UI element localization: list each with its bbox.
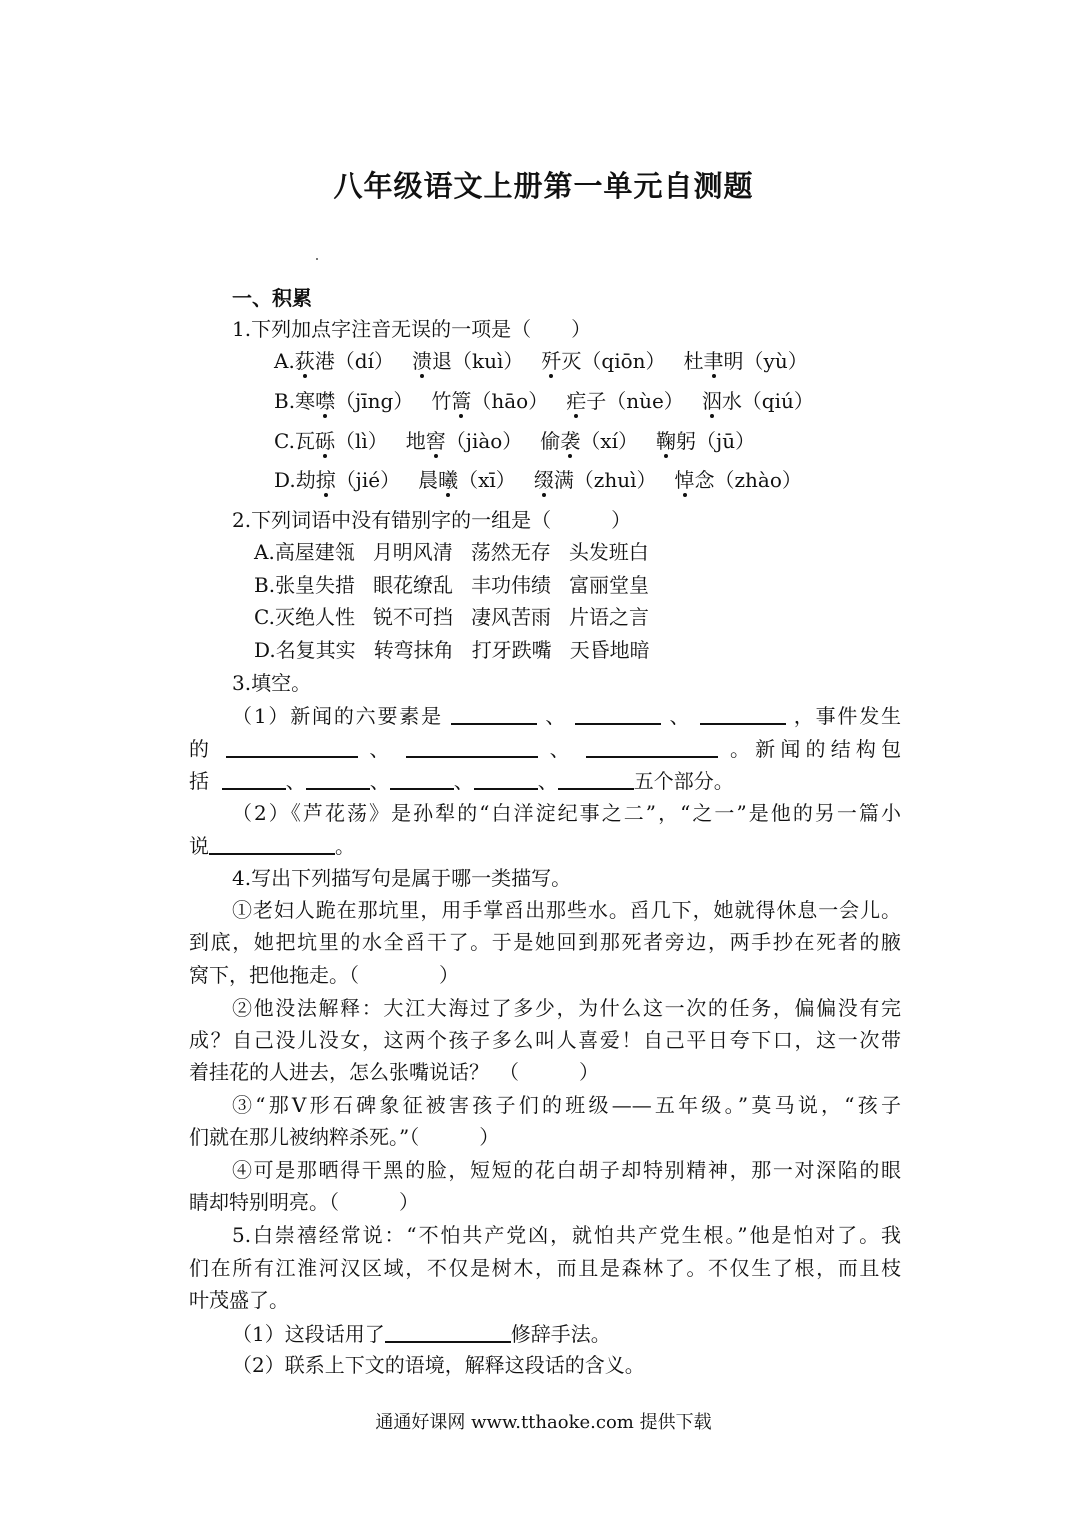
dotted-char: 悼: [674, 468, 695, 492]
scan-speck: [316, 258, 318, 260]
answer-blank[interactable]: [306, 766, 370, 790]
word: 富丽堂皇: [569, 573, 650, 597]
q3-p2-line2: 说 。: [189, 831, 355, 860]
q4-item3-line: ③“那V形石碑象征被害孩子们的班级——五年级。”莫马说，“孩子: [232, 1093, 901, 1117]
q5-text-line: 们在所有江淮河汉区域，不仅是树木，而且是森林了。不仅生了根，而且枝: [189, 1256, 901, 1280]
q3-p2-line1: （2）《芦花荡》是孙犁的“白洋淀纪事之二”，“之一”是他的另一篇小: [232, 801, 901, 825]
pinyin-item: 泅水（qiú）: [701, 389, 814, 413]
word: 打牙跌嘴: [471, 638, 552, 662]
word: 丰功伟绩: [471, 573, 552, 597]
q2-option-c: [254, 603, 649, 631]
q4-item1-line: 到底，她把坑里的水全舀干了。于是她回到那死者旁边，两手抄在死者的腋: [189, 930, 901, 954]
dotted-char: 砾: [314, 429, 335, 453]
dotted-char: 袭: [560, 429, 581, 453]
word: 高屋建瓴: [274, 540, 355, 564]
pinyin-item: 地窖（jiào）: [405, 429, 523, 453]
page-title: 八年级语文上册第一单元自测题: [333, 169, 754, 203]
pinyin-item: 寒噤（jīng）: [295, 389, 414, 413]
q4-item1-line: 窝下，把他拖走。（ ）: [189, 963, 459, 987]
word: 灭绝人性: [274, 605, 355, 629]
option-label: A.: [274, 349, 295, 373]
word: 凄风苦雨: [470, 605, 551, 629]
pinyin-item: 疟子（nùe）: [566, 389, 684, 413]
q1-option-c: [274, 427, 755, 455]
q5-sub1: （1）这段话用了 修辞手法。: [232, 1319, 611, 1348]
answer-blank[interactable]: [226, 734, 358, 758]
q1-option-a: [274, 347, 808, 375]
dotted-char: 荻: [294, 349, 315, 373]
q4-item1-line: ①老妇人跪在那坑里，用手掌舀出那些水。舀几下，她就得休息一会儿。: [232, 898, 901, 922]
dotted-char: 缀: [533, 468, 554, 492]
q3-p1-line3: 括 、 、 、 、 五个部分。: [189, 766, 734, 795]
dotted-char: 掠: [315, 468, 336, 492]
q2-option-a: [254, 538, 649, 566]
option-label: B.: [274, 389, 296, 413]
answer-blank[interactable]: [209, 831, 335, 855]
q4-item4-line: 睛却特别明亮。（ ）: [189, 1190, 419, 1214]
dotted-char: 鞠: [656, 429, 676, 453]
pinyin-item: 荻港（dí）: [294, 349, 395, 373]
q2-stem: 2.下列词语中没有错别字的一组是（ ）: [232, 508, 632, 532]
answer-blank[interactable]: [558, 766, 634, 790]
word: 月明风清: [372, 540, 453, 564]
pinyin-item: 溃退（kuì）: [412, 349, 524, 373]
pinyin-item: 晨曦（xī）: [418, 468, 516, 492]
q5-text-line: 5.白崇禧经常说：“不怕共产党凶，就怕共产党生根。”他是怕对了。我: [232, 1223, 901, 1247]
q4-item3-line: 们就在那儿被纳粹杀死。”（ ）: [189, 1125, 500, 1149]
word: 荡然无存: [470, 540, 551, 564]
dotted-char: 噤: [315, 389, 336, 413]
dotted-char: 溃: [412, 349, 433, 373]
q4-stem: 4.写出下列描写句是属于哪一类描写。: [232, 866, 572, 890]
q5-sub2: （2）联系上下文的语境，解释这段话的含义。: [232, 1353, 645, 1377]
answer-blank[interactable]: [575, 701, 661, 725]
q4-item4-line: ④可是那晒得干黑的脸，短短的花白胡子却特别精神，那一对深陷的眼: [232, 1158, 901, 1182]
word: 头发班白: [568, 540, 649, 564]
pinyin-item: 悼念（zhào）: [674, 468, 802, 492]
option-label: A.: [254, 540, 275, 564]
q3-stem: 3.填空。: [232, 671, 312, 695]
answer-blank[interactable]: [390, 766, 454, 790]
word: 名复其实: [275, 638, 356, 662]
option-label: D.: [254, 638, 276, 662]
pinyin-item: 鞠躬（jū）: [656, 429, 756, 453]
word: 张皇失措: [275, 573, 356, 597]
option-label: C.: [274, 429, 295, 453]
answer-blank[interactable]: [385, 1319, 511, 1343]
pinyin-item: 竹篙（hāo）: [431, 389, 549, 413]
q1-stem: 1.下列加点字注音无误的一项是（ ）: [232, 317, 592, 341]
q1-option-d: [274, 466, 802, 494]
word: 眼花缭乱: [373, 573, 454, 597]
q4-item2-line: 成？自己没儿没女，这两个孩子多么叫人喜爱！自己平日夸下口，这一次带: [189, 1028, 901, 1052]
section-heading: 一、积累: [232, 286, 312, 310]
option-label: C.: [254, 605, 275, 629]
pinyin-item: 杜聿明（yù）: [683, 349, 808, 373]
answer-blank[interactable]: [451, 701, 537, 725]
pinyin-item: 歼灭（qiōn）: [541, 349, 666, 373]
answer-blank[interactable]: [222, 766, 286, 790]
word: 天昏地暗: [569, 638, 650, 662]
pinyin-item: 缀满（zhuì）: [533, 468, 657, 492]
dotted-char: 歼: [541, 349, 562, 373]
pinyin-item: 偷袭（xí）: [540, 429, 638, 453]
pinyin-item: 瓦砾（lì）: [294, 429, 388, 453]
q2-option-d: [254, 636, 650, 664]
dotted-char: 窖: [425, 429, 446, 453]
q4-item2-line: ②他没法解释：大江大海过了多少，为什么这一次的任务，偏偏没有完: [232, 996, 901, 1020]
dotted-char: 曦: [438, 468, 459, 492]
answer-blank[interactable]: [586, 734, 718, 758]
q5-text-line: 叶茂盛了。: [189, 1288, 289, 1312]
q2-option-b: [254, 571, 649, 599]
answer-blank[interactable]: [700, 701, 786, 725]
q1-option-b: [274, 387, 814, 415]
answer-blank[interactable]: [474, 766, 538, 790]
word: 片语之言: [568, 605, 649, 629]
dotted-char: 泅: [701, 389, 722, 413]
option-label: D.: [274, 468, 296, 492]
word: 锐不可挡: [372, 605, 453, 629]
page-footer: 通通好课网 www.tthaoke.com 提供下载: [375, 1412, 712, 1433]
option-label: B.: [254, 573, 276, 597]
answer-blank[interactable]: [406, 734, 538, 758]
q4-item2-line: 着挂花的人进去，怎么张嘴说话？ （ ）: [189, 1060, 599, 1084]
q3-p1-line2: 的 、 、 。新闻的结构包: [189, 734, 901, 763]
dotted-char: 篙: [451, 389, 472, 413]
dotted-char: 疟: [566, 389, 587, 413]
dotted-char: 聿: [703, 349, 724, 373]
pinyin-item: 劫掠（jié）: [295, 468, 401, 492]
q3-p1-line1: （1）新闻的六要素是 、 、 ，事件发生: [232, 701, 901, 730]
word: 转弯抹角: [373, 638, 454, 662]
